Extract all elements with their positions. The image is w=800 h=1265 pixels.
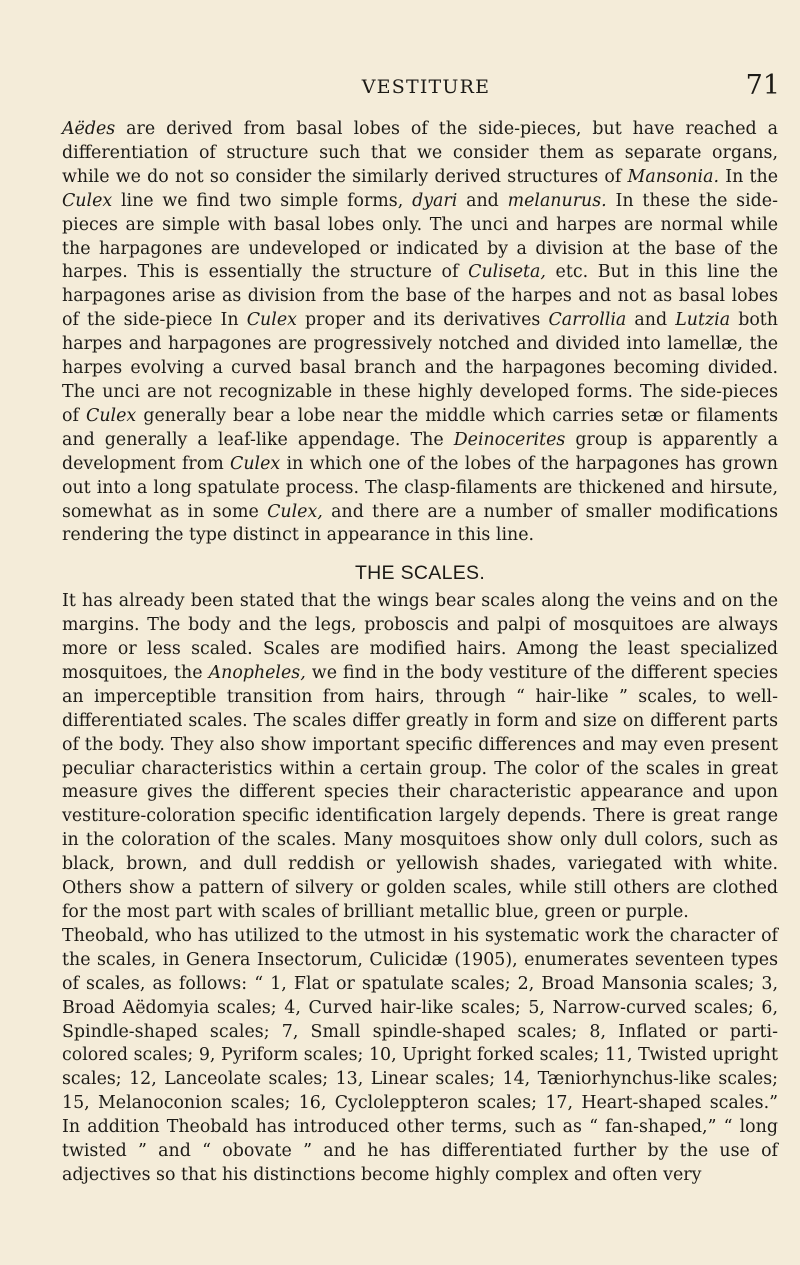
text-span: generally bear a lobe near the middle which carries setæ or filaments and generally a leaf-like appendage. The [62,405,778,450]
running-head [62,70,790,104]
genus-aedes: Aëdes [62,119,116,139]
text-span: both harpes and harpagones are progressively notched and divided into lamellæ, the harpes evolving a curved basal branch and the harpagones becoming divided. The unci are not recognizable in these highly developed forms. The side-pieces of [62,310,778,426]
genus-anopheles: Anopheles, [208,662,306,683]
genus-mansonia: Mansonia. [627,166,719,187]
genus-culex: Culex [62,190,113,211]
species-dyari: dyari [412,190,458,211]
paragraph-theobald-scale-types [62,925,778,1188]
paragraph-culex-harpagones [62,118,778,548]
running-title: VESTITURE [361,76,491,98]
text-span: we find in the body vestiture of the different species an imperceptible transition from hairs, through “ hair-like ” scales, to well-differentiated scales. The scales differ greatly in form and size on different parts of the body. They also show important specific differences and may even present peculiar characteristics within a certain group. The color of the scales in great measure gives the different species their characteristic appearance and upon vestiture-coloration specific identification largely depends. There is great range in the coloration of the scales. Many mosquitoes show only dull colors, such as black, brown, and dull reddish or yellowish shades, variegated with white. Others show a pattern of silvery or golden scales, while still others are clothed for the most part with scales of brilliant metallic blue, green or purple. [62,662,778,922]
text-span: etc. But in this line the harpagones arise as division from the base of the harpes and not as basal lobes of the side-piece In [62,262,779,331]
text-span: In the [718,166,779,187]
paragraph-scales-intro [62,590,778,925]
genus-lutzia: Lutzia [675,310,731,331]
page-number: 71 [745,70,780,101]
text-span: Theobald, who has utilized to the utmost in his systematic work the character of the scales, in Genera Insectorum, Culicidæ (1905), enumerates seventeen types of scales, as follows: “ 1, Flat or spatulate scales; 2, Broad Mansonia scales; 3, Broad Aëdomyia scales; 4, Curved hair-like scales; 5, Narrow-curved scales; 6, Spindle-shaped scales; 7, Small spindle-shaped scales; 8, Inflated or parti-colored scales; 9, Pyriform scales; 10, Upright forked scales; 11, Twisted upright scales; 12, Lanceolate scales; 13, Linear scales; 14, Tæniorhynchus-like scales; 15, Melanoconion scales; 16, Cycloleppteron scales; 17, Heart-shaped scales.” In addition Theobald has introduced other terms, such as “ fan-shaped,” “ long twisted ” and “ obovate ” and he has differentiated further by the use of adjectives so that his distinctions become highly complex and often very [62,925,778,1185]
genus-culex: Culex [86,405,137,426]
genus-deinocerites: Deinocerites [453,429,566,450]
genus-carrollia: Carrollia [548,310,627,331]
genus-culiseta: Culiseta, [468,262,546,283]
body-text [62,118,778,1188]
text-span: and [457,190,508,211]
text-span: group is apparently a development from [62,429,778,474]
text-span: in which one of the lobes of the harpagones has grown out into a long spatulate process. The clasp-filaments are thickened and hirsute, somewhat as in some [62,453,778,522]
text-span: proper and its derivatives [296,310,549,331]
text-span: It has already been stated that the wings bear scales along the veins and on the margins. The body and the legs, proboscis and palpi of mosquitoes are always more or less scaled. Scales are modified hairs. Among the least specialized mosquitoes, the [62,591,778,683]
text-span: are derived from basal lobes of the side-pieces, but have reached a differentiation of structure such that we consider them as separate organs, while we do not so consider the similarly derived structures of [62,119,778,187]
genus-culex: Culex, [267,501,323,522]
text-span: line we find two simple forms, [112,190,413,211]
genus-culex: Culex [230,453,281,474]
genus-culex: Culex [246,310,297,331]
section-heading: THE SCALES. [354,562,486,585]
text-span: and [626,310,676,331]
species-melanurus: melanurus. [507,190,607,211]
text-span: In these the side-pieces are simple with basal lobes only. The unci and harpes are normal while the harpagones are undeveloped or indicated by a division at the base of the harpes. This is essentially the structure of [62,190,778,283]
text-span: and there are a number of smaller modifications rendering the type distinct in appearance in this line. [62,501,778,546]
